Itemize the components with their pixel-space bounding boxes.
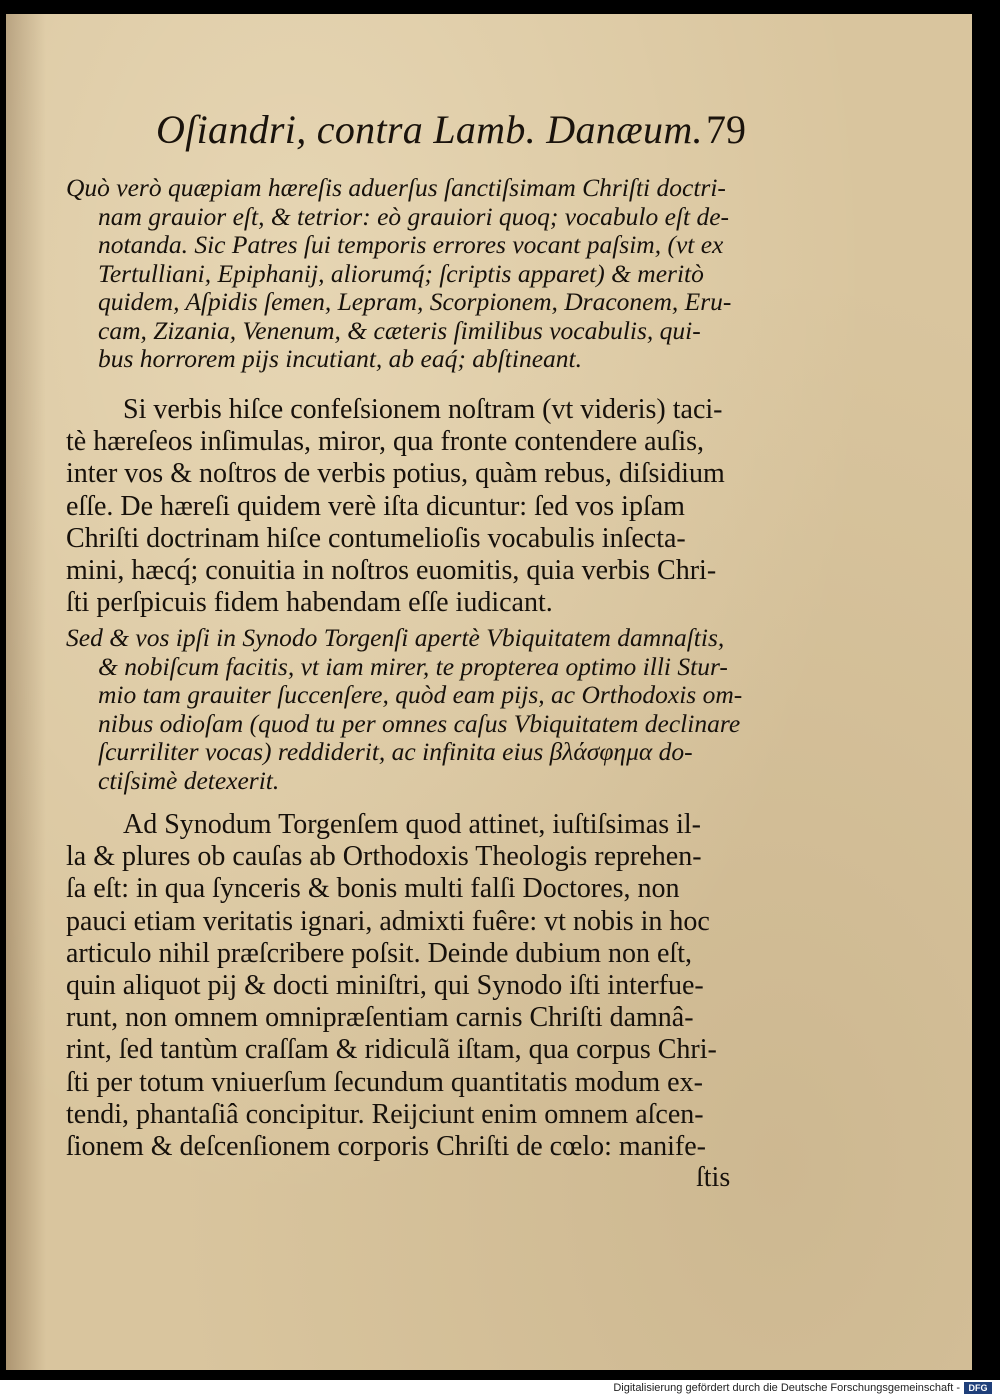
funding-credit: Digitalisierung gefördert durch die Deutsche Forschungsgemeinschaft - xyxy=(613,1382,960,1394)
digitization-footer xyxy=(0,1380,1000,1396)
text-line: cam, Zizania, Venenum, & cæteris ſimilibus vocabulis, qui- xyxy=(98,315,701,345)
text-line: ctiſsimè detexerit. xyxy=(98,765,280,795)
text-line: tè hæreſeos inſimulas, miror, qua fronte contendere auſis, xyxy=(66,426,705,458)
text-line: & nobiſcum facitis, vt iam mirer, te propterea optimo illi Stur- xyxy=(98,651,728,681)
book-page xyxy=(6,14,972,1370)
running-title: Oſiandri, contra Lamb. Danæum. xyxy=(156,107,703,152)
running-header xyxy=(156,100,746,160)
text-line: inter vos & noſtros de verbis potius, quàm rebus, diſsidium xyxy=(66,458,725,490)
roman-paragraph-1 xyxy=(66,394,756,619)
catchword: ſtis xyxy=(696,1162,731,1193)
text-line: mio tam grauiter ſuccenſere, quòd eam pijs, ac Orthodoxis om- xyxy=(98,680,743,709)
text-line: nam grauior eſt, & tetrior: eò grauiori quoq; vocabulo eſt de- xyxy=(98,201,730,231)
roman-paragraph-2 xyxy=(66,809,756,1163)
text-line: eſſe. De hæreſi quidem verè iſta dicuntur: ſed vos ipſam xyxy=(66,490,685,522)
text-line: Sed & vos ipſi in Synodo Torgenſi apertè Vbiquitatem damnaſtis, xyxy=(66,623,725,652)
text-line: quidem, Aſpidis ſemen, Lepram, Scorpionem, Draconem, Eru- xyxy=(98,287,732,316)
frame-corner xyxy=(0,0,28,14)
text-line: ſionem & deſcenſionem corporis Chriſti de cœlo: manife- xyxy=(66,1131,706,1163)
text-line: la & plures ob cauſas ab Orthodoxis Theologis reprehen- xyxy=(66,841,702,873)
text-line: runt, non omnem omnipræſentiam carnis Chriſti damnâ- xyxy=(66,1002,694,1034)
italic-quote-block-2 xyxy=(66,624,756,795)
text-line: ſti perſpicuis fidem habendam eſſe iudicant. xyxy=(66,587,553,619)
text-line: rint, ſed tantùm craſſam & ridiculã iſtam, qua corpus Chri- xyxy=(66,1034,717,1066)
page-number: 79 xyxy=(706,107,746,152)
text-line: Chriſti doctrinam hiſce contumelioſis vocabulis inſecta- xyxy=(66,522,686,554)
text-line: Tertulliani, Epiphanij, aliorumq́; ſcriptis apparet) & meritò xyxy=(98,258,704,288)
text-line: ſa eſt: in qua ſynceris & bonis multi falſi Doctores, non xyxy=(66,873,680,905)
dfg-logo: DFG xyxy=(964,1382,992,1394)
text-line: notanda. Sic Patres ſui temporis errores vocant paſsim, (vt ex xyxy=(98,230,724,259)
text-line: quin aliquot pij & docti miniſtri, qui Synodo iſti interfue- xyxy=(66,970,704,1002)
text-line: Ad Synodum Torgenſem quod attinet, iuſtiſsimas il- xyxy=(123,809,701,840)
text-line: Quò verò quæpiam hæreſis aduerſus ſanctiſsimam Chriſti doctri- xyxy=(66,173,726,202)
text-line: pauci etiam veritatis ignari, admixti fuêre: vt nobis in hoc xyxy=(66,905,710,937)
text-line: Si verbis hiſce confeſsionem noſtram (vt videris) taci- xyxy=(123,394,723,425)
text-line: ſti per totum vniuerſum ſecundum quantitatis modum ex- xyxy=(66,1066,703,1098)
text-line: ſcurriliter vocas) reddiderit, ac infinita eius βλάσφημα do- xyxy=(98,737,693,766)
text-line: articulo nihil præſcribere poſsit. Deinde dubium non eſt, xyxy=(66,937,692,969)
text-line: mini, hæcq́; conuitia in noſtros euomitis, quia verbis Chri- xyxy=(66,555,717,587)
italic-quote-block-1 xyxy=(66,174,756,374)
text-line: tendi, phantaſiâ concipitur. Reijciunt enim omnem aſcen- xyxy=(66,1098,704,1130)
text-line: bus horrorem pijs incutiant, ab eaq́; abſtineant. xyxy=(98,344,583,373)
text-line: nibus odioſam (quod tu per omnes caſus Vbiquitatem declinare xyxy=(98,708,741,738)
